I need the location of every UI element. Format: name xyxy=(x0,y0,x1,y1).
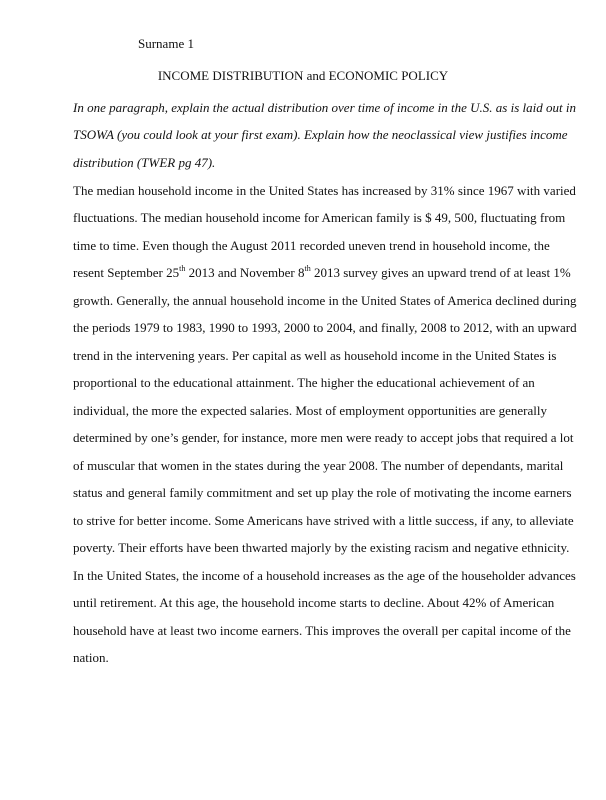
prompt-line: distribution (TWER pg 47). xyxy=(73,155,216,170)
prompt-line: In one paragraph, explain the actual distribution over time of income in the U.S. as is laid out in xyxy=(73,100,576,115)
body-line: nation. xyxy=(73,650,109,665)
body-line: In the United States, the income of a household increases as the age of the householder advances xyxy=(73,568,576,583)
body-line: poverty. Their efforts have been thwarted majorly by the existing racism and negative ethnicity. xyxy=(73,540,570,555)
body-text-segment: 2013 and November 8 xyxy=(185,265,305,280)
ordinal-superscript: th xyxy=(179,263,186,273)
body-line: individual, the more the expected salaries. Most of employment opportunities are generally xyxy=(73,403,547,418)
body-line: until retirement. At this age, the household income starts to decline. About 42% of American xyxy=(73,595,555,610)
running-head: Surname 1 xyxy=(138,36,194,51)
body-line-with-superscripts xyxy=(73,265,571,281)
body-line: fluctuations. The median household income for American family is $ 49, 500, fluctuating from xyxy=(73,210,566,225)
body-text-segment: 2013 survey gives an upward trend of at least 1% xyxy=(310,265,571,280)
body-line: status and general family commitment and set up play the role of motivating the income earners xyxy=(73,485,572,500)
body-line: The median household income in the United States has increased by 31% since 1967 with varied xyxy=(73,183,576,198)
body-line: determined by one’s gender, for instance, more men were ready to accept jobs that required a lot xyxy=(73,430,574,445)
body-line: the periods 1979 to 1983, 1990 to 1993, 2000 to 2004, and finally, 2008 to 2012, with an upward xyxy=(73,320,577,335)
body-line: proportional to the educational attainment. The higher the educational achievement of an xyxy=(73,375,535,390)
ordinal-superscript: th xyxy=(304,263,311,273)
prompt-line: TSOWA (you could look at your first exam). Explain how the neoclassical view justifies income xyxy=(73,127,568,142)
body-line: time to time. Even though the August 2011 recorded uneven trend in household income, the xyxy=(73,238,550,253)
body-line: trend in the intervening years. Per capital as well as household income in the United States is xyxy=(73,348,557,363)
body-line: to strive for better income. Some Americans have strived with a little success, if any, to alleviate xyxy=(73,513,574,528)
body-line: growth. Generally, the annual household income in the United States of America declined during xyxy=(73,293,577,308)
body-line: of muscular that women in the states during the year 2008. The number of dependants, marital xyxy=(73,458,564,473)
body-text-segment: resent September 25 xyxy=(73,265,180,280)
document-title: INCOME DISTRIBUTION and ECONOMIC POLICY xyxy=(157,68,449,83)
body-line: household have at least two income earners. This improves the overall per capital income of the xyxy=(73,623,571,638)
